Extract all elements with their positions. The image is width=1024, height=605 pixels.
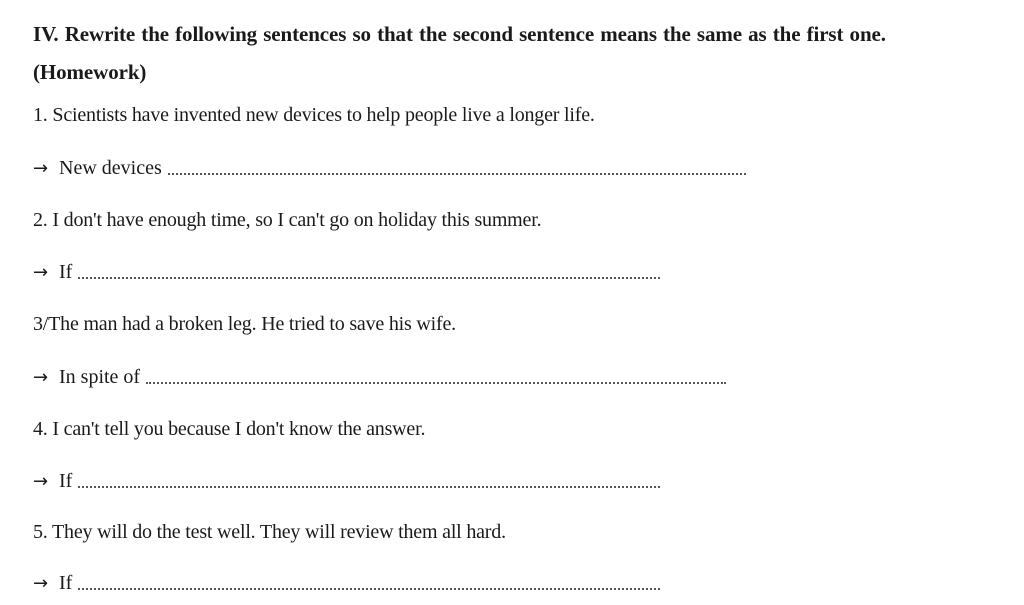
exercise-2-prompt: 2. I don't have enough time, so I can't go on holiday this summer. xyxy=(33,209,542,231)
answer-start-text: If xyxy=(59,261,73,283)
answer-start-text: In spite of xyxy=(59,366,141,388)
homework-label: (Homework) xyxy=(33,60,147,84)
right-arrow-icon: → xyxy=(33,262,49,283)
answer-start-text: If xyxy=(59,470,73,492)
right-arrow-icon: → xyxy=(33,367,49,388)
answer-blank-line[interactable] xyxy=(78,586,660,590)
right-arrow-icon: → xyxy=(33,158,49,179)
exercise-heading: IV. Rewrite the following sentences so that the second sentence means the same as the first one. xyxy=(33,22,886,46)
exercise-4-answer xyxy=(33,470,660,493)
exercise-2-answer xyxy=(33,261,660,284)
right-arrow-icon: → xyxy=(33,471,49,492)
answer-blank-line[interactable] xyxy=(168,171,746,175)
answer-blank-line[interactable] xyxy=(78,275,660,279)
right-arrow-icon: → xyxy=(33,573,49,594)
answer-blank-line[interactable] xyxy=(146,380,726,384)
exercise-1-answer xyxy=(33,157,746,180)
exercise-1-prompt: 1. Scientists have invented new devices to help people live a longer life. xyxy=(33,104,595,126)
answer-start-text: If xyxy=(59,572,73,594)
answer-blank-line[interactable] xyxy=(78,484,660,488)
exercise-5-answer xyxy=(33,572,660,595)
exercise-3-answer xyxy=(33,366,726,389)
exercise-3-prompt: 3/The man had a broken leg. He tried to save his wife. xyxy=(33,313,456,335)
exercise-5-prompt: 5. They will do the test well. They will review them all hard. xyxy=(33,521,506,543)
answer-start-text: New devices xyxy=(59,157,162,179)
exercise-4-prompt: 4. I can't tell you because I don't know the answer. xyxy=(33,418,426,440)
